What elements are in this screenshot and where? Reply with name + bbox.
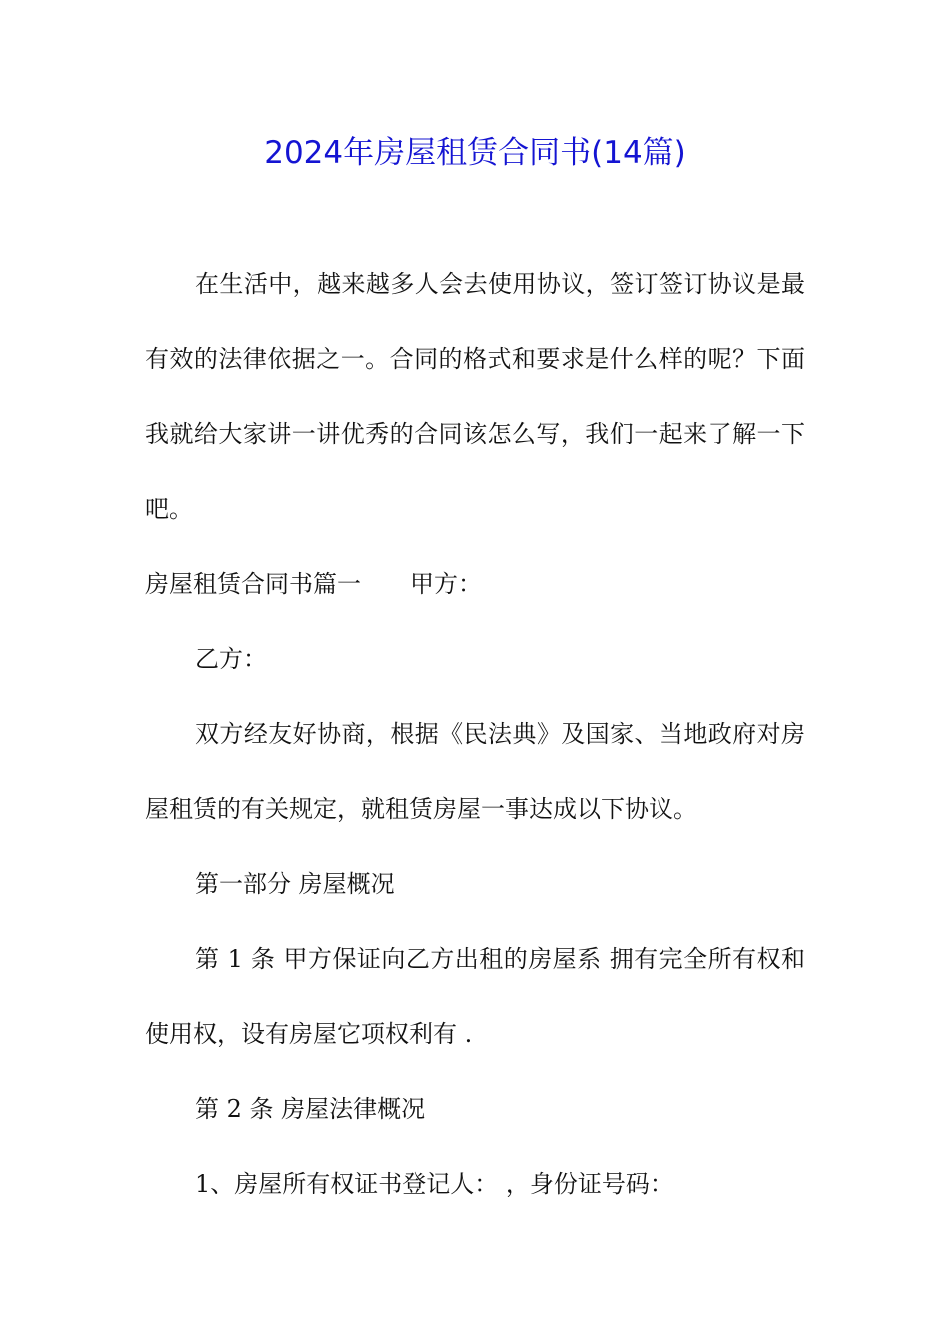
article-1-line-2: 使用权，设有房屋它项权利有 . [145,1020,473,1048]
item-1-line: 1、房屋所有权证书登记人： ，身份证号码： [195,1170,674,1198]
article-1-line-1: 第 1 条 甲方保证向乙方出租的房屋系 拥有完全所有权和 [195,945,805,973]
intro-line-3: 我就给大家讲一讲优秀的合同该怎么写，我们一起来了解一下 [145,420,805,448]
document-title: 2024年房屋租赁合同书(14篇) [264,135,686,171]
preamble-line-1: 双方经友好协商，根据《民法典》及国家、当地政府对房 [195,720,805,748]
preamble-line-2: 屋租赁的有关规定，就租赁房屋一事达成以下协议。 [145,795,697,823]
section-heading: 房屋租赁合同书篇一 [145,570,361,598]
intro-line-4: 吧。 [145,495,193,523]
intro-line-2: 有效的法律依据之一。合同的格式和要求是什么样的呢？下面 [145,345,805,373]
part-one-heading: 第一部分 房屋概况 [195,870,395,898]
intro-line-1: 在生活中，越来越多人会去使用协议，签订签订协议是最 [195,270,805,298]
article-2-heading: 第 2 条 房屋法律概况 [195,1095,426,1123]
party-b-label: 乙方： [195,645,267,673]
party-a-label: 甲方： [410,570,482,598]
